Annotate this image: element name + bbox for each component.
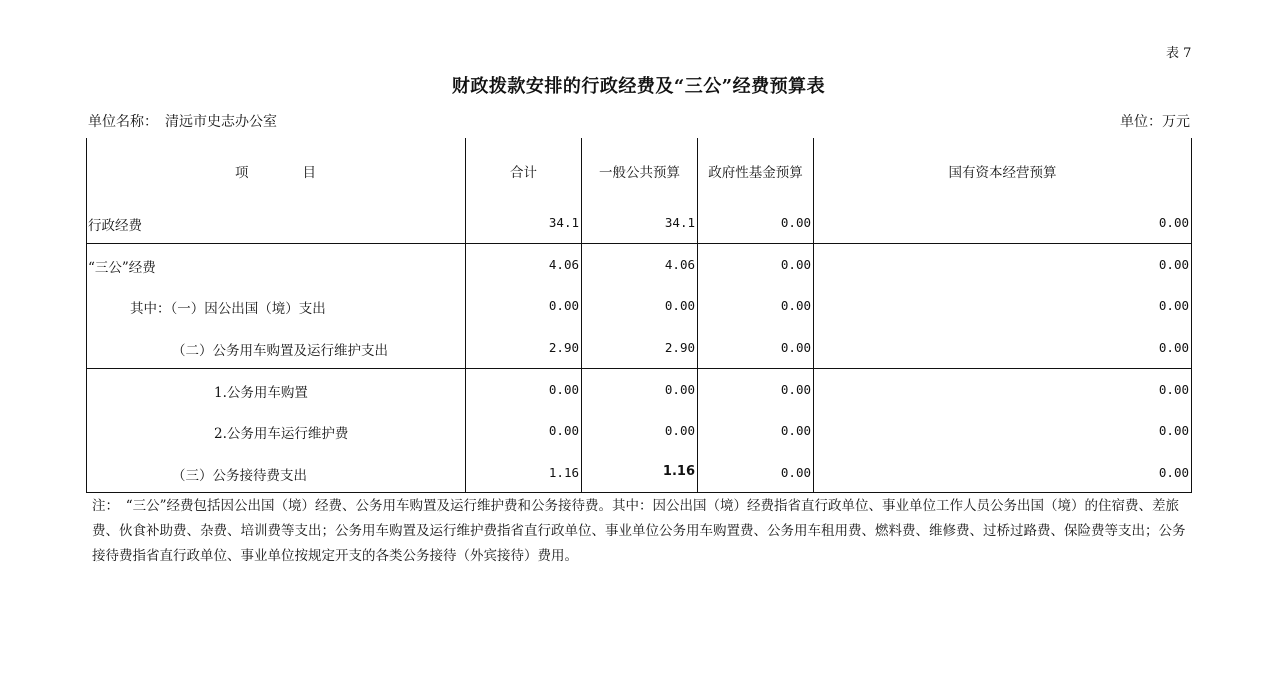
row-label: 2.公务用车运行维护费 [214,426,349,442]
row-total: 1.16 [548,465,579,480]
row-total: 0.00 [548,298,579,313]
row-label: 其中：（一）因公出国（境）支出 [130,301,326,317]
header-fund-budget: 政府性基金预算 [708,165,803,181]
header-item: 项 目 [235,165,316,181]
row-fund: 0.00 [780,465,811,480]
row-total: 2.90 [548,340,579,355]
row-general: 0.00 [664,423,695,438]
row-general: 34.1 [664,215,695,230]
row-fund: 0.00 [780,423,811,438]
row-label: 1.公务用车购置 [214,385,308,401]
row-total: 0.00 [548,423,579,438]
row-fund: 0.00 [780,215,811,230]
header-capital-budget: 国有资本经营预算 [948,165,1057,181]
table-line [581,138,582,493]
row-capital: 0.00 [1158,215,1189,230]
row-fund: 0.00 [780,257,811,272]
row-capital: 0.00 [1158,465,1189,480]
row-total: 34.1 [548,215,579,230]
table-line [86,368,1192,369]
row-capital: 0.00 [1158,340,1189,355]
table-line [86,243,1192,244]
row-fund: 0.00 [780,382,811,397]
header-total: 合计 [510,165,537,181]
row-general: 4.06 [664,257,695,272]
row-capital: 0.00 [1158,298,1189,313]
row-fund: 0.00 [780,340,811,355]
table-line [697,138,698,493]
footnote: 注： “三公”经费包括因公出国（境）经费、公务用车购置及运行维护费和公务接待费。其中：因公出国（境）经费指省直行政单位、事业单位工作人员公务出国（境）的住宿费、差旅费、伙食补助费、杂费、培训费等支出；公务用车购置及运行维护费指省直行政单位、事业单位公务用车购置费、公务用车租用费、燃料费、维修费、过桥过路费、保险费等支出；公务接待费指省直行政单位、事业单位按规定开支的各类公务接待（外宾接待）费用。 [92,498,1186,564]
row-general: 0.00 [664,382,695,397]
row-label: “三公”经费 [88,260,156,276]
row-total: 4.06 [548,257,579,272]
table-line [86,138,87,493]
row-label: （二）公务用车购置及运行维护支出 [172,343,388,359]
row-capital: 0.00 [1158,423,1189,438]
row-fund: 0.00 [780,298,811,313]
row-capital: 0.00 [1158,257,1189,272]
page-title: 财政拨款安排的行政经费及“三公”经费预算表 [451,76,826,97]
header-general-budget: 一般公共预算 [599,165,680,181]
row-general: 1.16 [662,464,695,479]
unit-name-value: 清远市史志办公室 [165,114,277,130]
row-general: 2.90 [664,340,695,355]
row-capital: 0.00 [1158,382,1189,397]
row-total: 0.00 [548,382,579,397]
row-label: 行政经费 [88,218,142,234]
budget-table [86,138,1192,493]
table-line [1191,138,1192,493]
currency-unit: 单位：万元 [1120,114,1190,130]
table-line [813,138,814,493]
row-general: 0.00 [664,298,695,313]
table-number: 表 7 [1166,46,1192,61]
row-label: （三）公务接待费支出 [172,468,307,484]
table-line [86,492,1192,493]
unit-name-label: 单位名称： [88,114,158,130]
table-line [465,138,466,493]
